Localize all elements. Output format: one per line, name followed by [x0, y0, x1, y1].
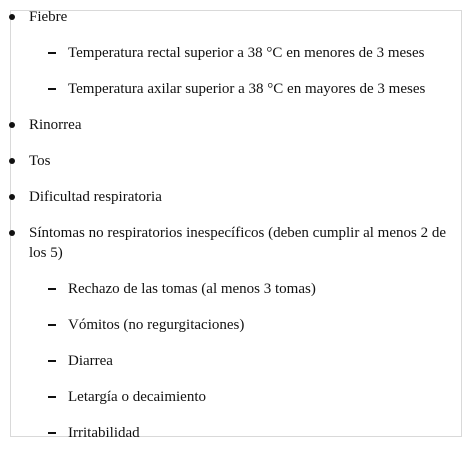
list-item-text: Dificultad respiratoria — [29, 189, 162, 205]
bullet-icon — [9, 14, 15, 20]
bullet-icon — [9, 194, 15, 200]
dash-icon — [48, 396, 56, 398]
dash-icon — [48, 52, 56, 54]
list-item-text-line1: Síntomas no respiratorios inespecíficos (deben cumplir al menos 2 de — [29, 225, 446, 241]
dash-icon — [48, 432, 56, 434]
list-item-text: Tos — [29, 153, 51, 169]
sub-item-text: Rechazo de las tomas (al menos 3 tomas) — [68, 281, 316, 297]
sub-item-text: Temperatura rectal superior a 38 °C en menores de 3 meses — [68, 45, 425, 61]
sub-item-text: Letargía o decaimiento — [68, 389, 206, 405]
dash-icon — [48, 360, 56, 362]
sub-item-text: Vómitos (no regurgitaciones) — [68, 317, 245, 333]
sub-item-text: Diarrea — [68, 353, 113, 369]
sub-item-text: Irritabilidad — [68, 425, 140, 441]
dash-icon — [48, 324, 56, 326]
dash-icon — [48, 88, 56, 90]
list-item-text: Fiebre — [29, 9, 68, 25]
sub-item-text: Temperatura axilar superior a 38 °C en mayores de 3 meses — [68, 81, 426, 97]
bullet-icon — [9, 230, 15, 236]
bullet-icon — [9, 158, 15, 164]
list-item-text-line2: los 5) — [29, 245, 63, 261]
bullet-icon — [9, 122, 15, 128]
dash-icon — [48, 288, 56, 290]
list-item-text: Rinorrea — [29, 117, 82, 133]
